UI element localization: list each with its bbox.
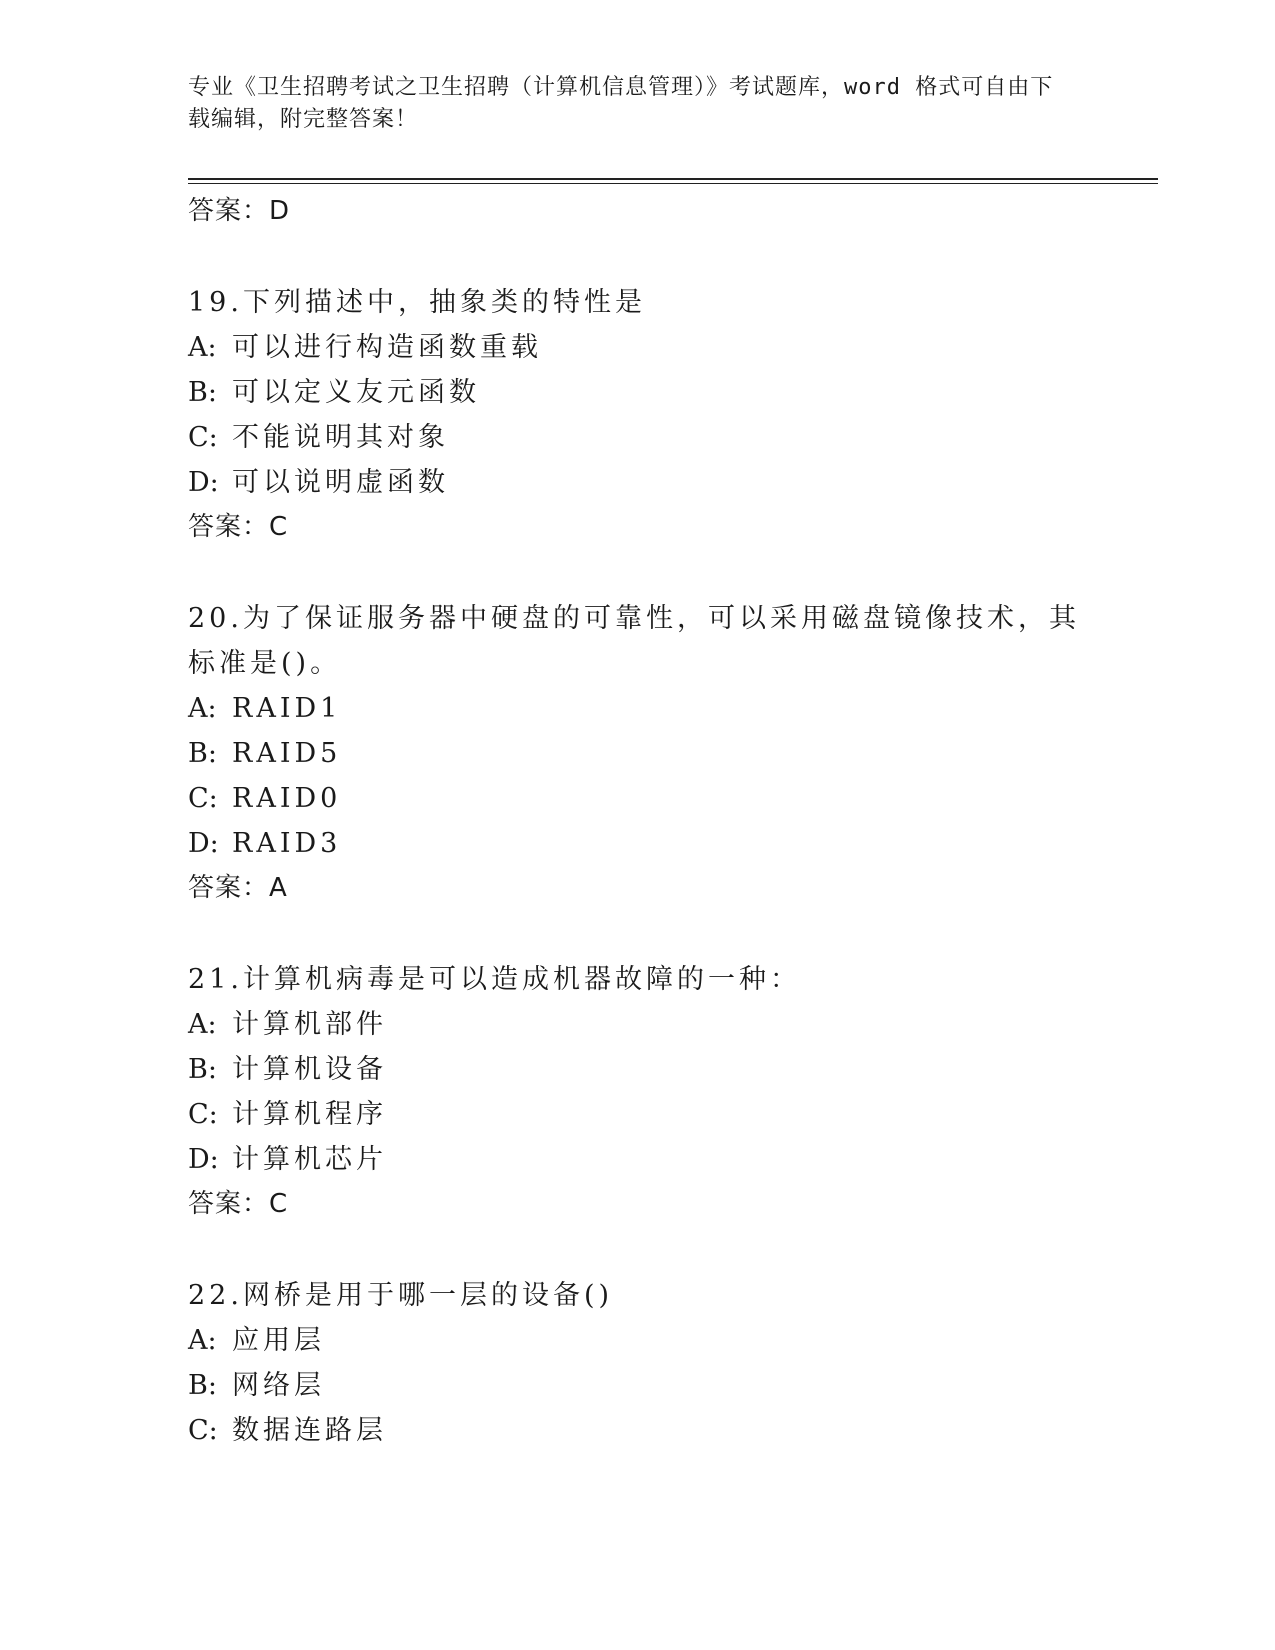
option-b: [188, 370, 1088, 415]
option-text: RAID0: [232, 783, 342, 814]
option-b: [188, 731, 1088, 776]
question-stem: 22.网桥是用于哪一层的设备(): [188, 1280, 614, 1311]
option-text: 可以进行构造函数重载: [232, 332, 542, 363]
option-text: 数据连路层: [232, 1415, 387, 1446]
option-c: [188, 415, 1088, 460]
option-b: [188, 1047, 1088, 1092]
option-letter: D:: [188, 1144, 219, 1175]
option-letter: C:: [188, 1415, 218, 1446]
option-a: [188, 325, 1088, 370]
option-text: RAID1: [232, 693, 342, 724]
answer-line: 答案：C: [188, 1189, 289, 1219]
header-divider-thin: [188, 183, 1158, 184]
option-letter: B:: [188, 1054, 217, 1085]
answer-line: 答案：D: [188, 196, 291, 226]
option-text: 计算机芯片: [232, 1144, 387, 1175]
option-b: [188, 1363, 1088, 1408]
option-letter: A:: [188, 693, 217, 724]
answer-line: 答案：A: [188, 873, 288, 903]
option-letter: A:: [188, 1009, 217, 1040]
header-divider-thick: [188, 178, 1158, 180]
option-text: 计算机部件: [232, 1009, 387, 1040]
option-d: [188, 821, 1088, 866]
option-text: RAID5: [232, 738, 342, 769]
option-text: 应用层: [232, 1325, 325, 1356]
question-stem: 20.为了保证服务器中硬盘的可靠性，可以采用磁盘镜像技术，其标准是()。: [188, 603, 1080, 679]
question-list: [188, 189, 1088, 1453]
option-text: 可以定义友元函数: [232, 377, 480, 408]
question-block: [188, 280, 1088, 550]
option-a: [188, 1318, 1088, 1363]
answer-line: 答案：C: [188, 512, 289, 542]
option-text: 计算机设备: [232, 1054, 387, 1085]
option-letter: B:: [188, 738, 217, 769]
option-letter: B:: [188, 377, 217, 408]
option-a: [188, 686, 1088, 731]
option-c: [188, 1408, 1088, 1453]
option-letter: B:: [188, 1370, 217, 1401]
option-c: [188, 1092, 1088, 1137]
option-letter: A:: [188, 1325, 217, 1356]
option-letter: C:: [188, 1099, 218, 1130]
question-stem: 19.下列描述中，抽象类的特性是: [188, 287, 646, 318]
question-stem: 21.计算机病毒是可以造成机器故障的一种：: [188, 964, 801, 995]
question-block: [188, 1273, 1088, 1453]
option-d: [188, 1137, 1088, 1182]
option-letter: C:: [188, 422, 218, 453]
question-block: [188, 596, 1088, 911]
question-block: [188, 957, 1088, 1227]
option-text: 不能说明其对象: [232, 422, 449, 453]
option-letter: C:: [188, 783, 218, 814]
option-letter: D:: [188, 828, 219, 859]
option-text: 可以说明虚函数: [232, 467, 449, 498]
option-c: [188, 776, 1088, 821]
document-header: 专业《卫生招聘考试之卫生招聘（计算机信息管理）》考试题库，word 格式可自由下载编辑，附完整答案！: [188, 75, 1054, 132]
option-letter: A:: [188, 332, 217, 363]
option-text: 计算机程序: [232, 1099, 387, 1130]
option-text: RAID3: [232, 828, 342, 859]
option-d: [188, 460, 1088, 505]
option-text: 网络层: [232, 1370, 325, 1401]
option-a: [188, 1002, 1088, 1047]
option-letter: D:: [188, 467, 219, 498]
